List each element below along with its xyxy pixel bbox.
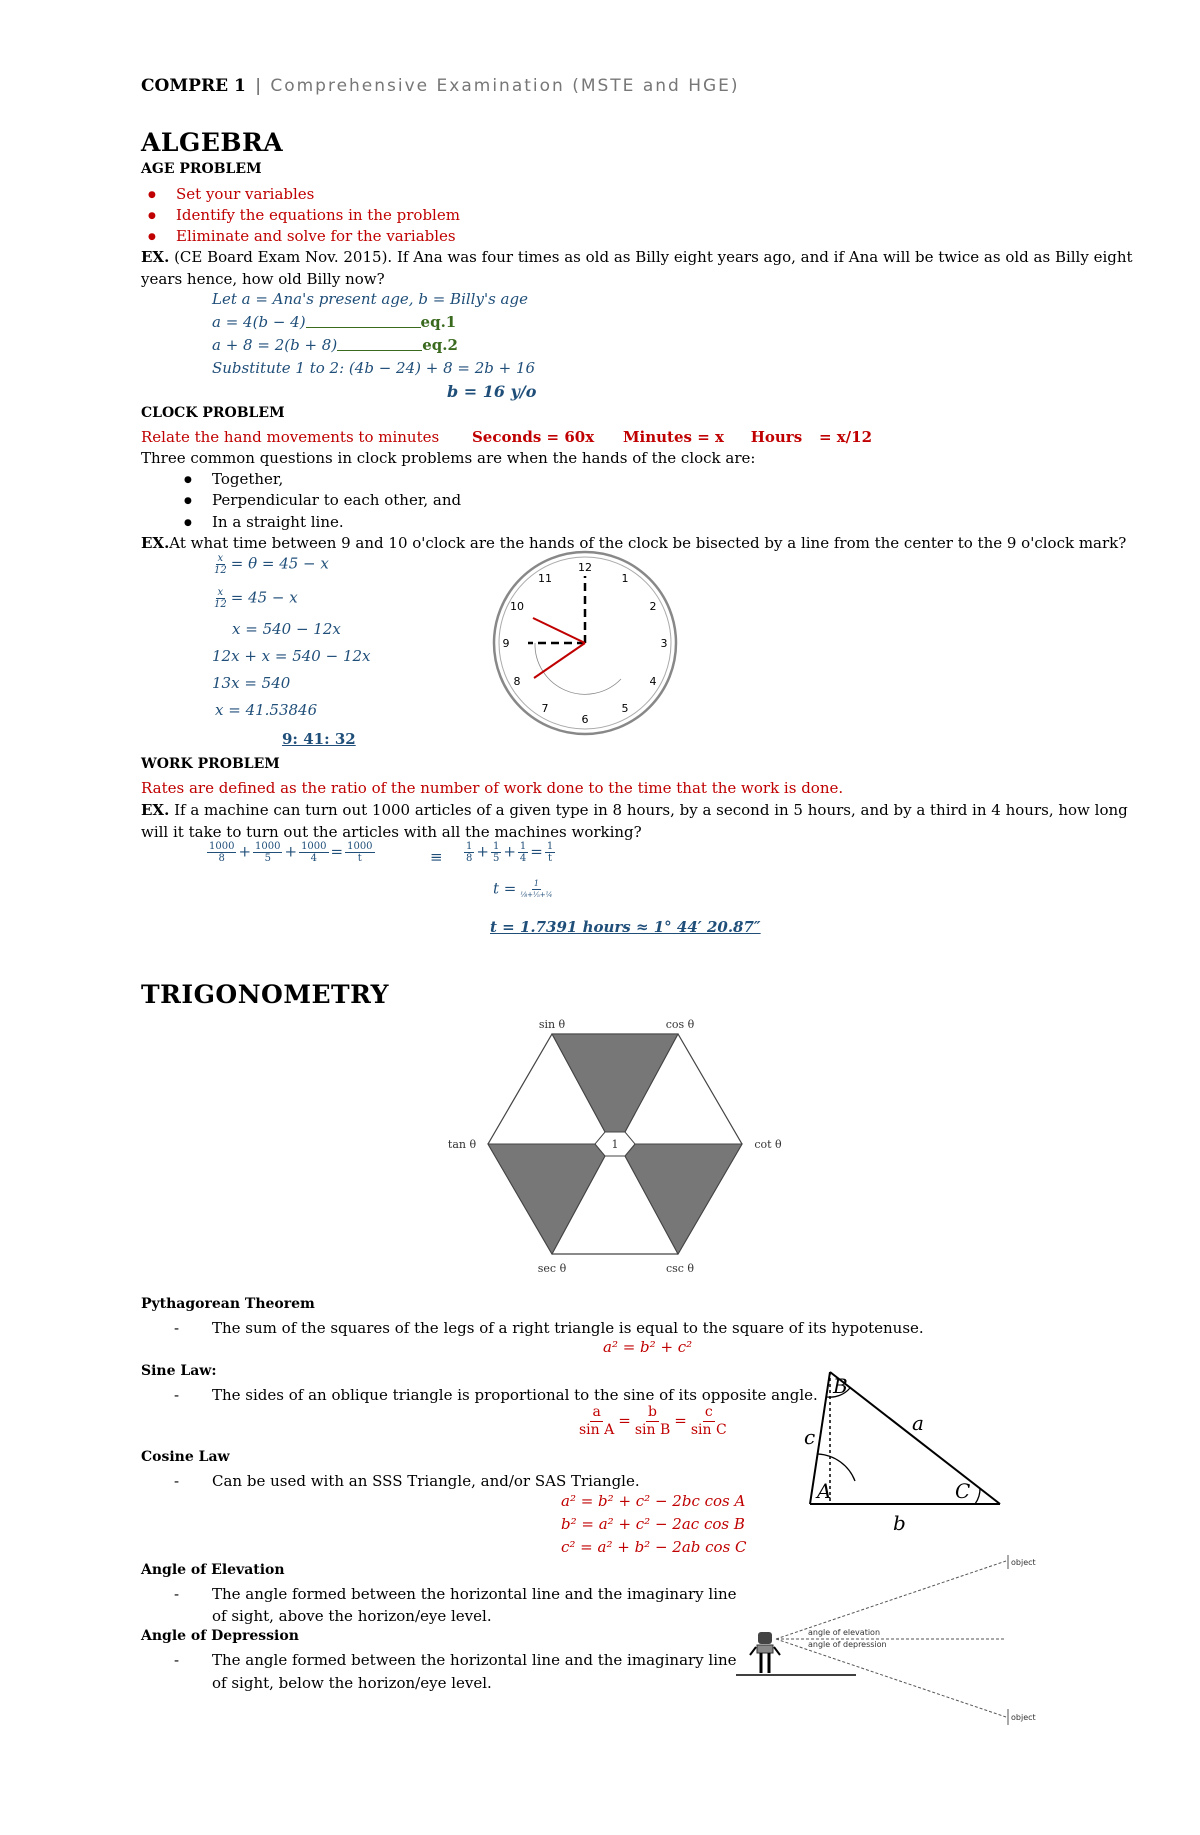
sine-fc-d: sin C [690, 1422, 727, 1438]
work-rfrac-d1: 8 [466, 853, 473, 864]
clock-num-1: 1 [621, 572, 629, 585]
triangle-vertex-A: A [817, 1479, 832, 1503]
work-frac-n3: 1000 [301, 841, 327, 852]
clock-step-2-rhs: = 45 − x [230, 588, 298, 607]
work-rfrac-d4: t [548, 853, 553, 864]
pythagorean-heading: Pythagorean Theorem [141, 1296, 315, 1312]
clock-minutes: Minutes = x [622, 428, 724, 446]
depression-line2: of sight, below the horizon/eye level. [212, 1674, 492, 1692]
work-rfrac-n2: 1 [492, 841, 500, 852]
hex-cot-label: cot θ [754, 1138, 782, 1151]
oblique-triangle-diagram [800, 1364, 1015, 1534]
hex-sec-label: sec θ [537, 1262, 567, 1275]
clock-rule-line [141, 426, 872, 448]
age-eq1 [212, 313, 456, 331]
clock-ex-label: EX. [141, 534, 170, 552]
work-answer: t = 1.7391 hours ≈ 1° 44′ 20.87″ [490, 918, 761, 936]
clock-num-11: 11 [538, 572, 552, 585]
clock-step-3: x = 540 − 12x [232, 620, 341, 638]
clock-problem-heading: CLOCK PROBLEM [141, 405, 285, 421]
triangle-vertex-C: C [955, 1479, 971, 1503]
work-rfrac-d3: 4 [519, 853, 527, 864]
age-bullet-1: ● Set your variables [176, 183, 314, 205]
age-eq2-expr: a + 8 = 2(b + 8) [212, 336, 338, 354]
sine-law-formula: $\frac{a}{\text{sin A}}$ = $\frac{b}{\text{sin B}}$ = $\frac{c}{\text{sin C}}$ [579, 1404, 727, 1438]
elevation-heading: Angle of Elevation [141, 1562, 285, 1578]
work-frac-d1: 8 [218, 853, 225, 864]
sine-fb-d: sin B [634, 1422, 671, 1438]
age-eq1-label: eq.1 [420, 313, 457, 331]
clock-hour-hand [533, 618, 585, 643]
clock-frac-den-1: 12 [214, 565, 227, 576]
work-ex-label: EX. [141, 801, 170, 819]
work-frac-n2: 1000 [255, 841, 281, 852]
cosine-law-text: - Can be used with an SSS Triangle, and/or SAS Triangle. [212, 1470, 640, 1492]
page-header [141, 75, 740, 97]
clock-step-6: x = 41.53846 [215, 701, 318, 719]
work-frac-n1: 1000 [209, 841, 235, 852]
work-t-eq-label: t = [493, 879, 517, 898]
age-example [141, 246, 1133, 268]
age-ex-line2: years hence, how old Billy now? [141, 270, 385, 288]
depression-line1: - The angle formed between the horizontal line and the imaginary line [212, 1649, 737, 1671]
age-substitution: Substitute 1 to 2: (4b − 24) + 8 = 2b + 16 [212, 359, 536, 377]
pythagorean-text: - The sum of the squares of the legs of a right triangle is equal to the square of its hypotenuse. [212, 1317, 924, 1339]
clock-bullet-2: ● Perpendicular to each other, and [212, 489, 461, 511]
clock-num-2: 2 [649, 600, 657, 613]
work-rfrac-n1: 1 [466, 841, 473, 852]
clock-num-7: 7 [541, 702, 549, 715]
sine-fc-n: c [704, 1404, 713, 1420]
header-course: COMPRE 1 [141, 76, 246, 96]
work-rule: Rates are defined as the ratio of the number of work done to the time that the work is done. [141, 779, 844, 797]
sight-object-bottom: object [1011, 1713, 1036, 1722]
work-t-equation: t = $\frac{1}{\text{⅛+⅕+¼}}$ [493, 879, 553, 899]
age-problem-heading: AGE PROBLEM [141, 161, 262, 177]
clock-num-6: 6 [581, 713, 589, 726]
clock-bullet-3: ● In a straight line. [212, 511, 344, 533]
age-eq2 [212, 336, 458, 354]
clock-num-10: 10 [510, 600, 524, 613]
work-frac-d3: 4 [310, 853, 317, 864]
observer-figure [750, 1632, 780, 1673]
work-equiv: ≡ [430, 848, 443, 866]
age-let-statement: Let a = Ana's present age, b = Billy's age [212, 290, 528, 308]
work-example [141, 799, 1128, 821]
work-t-num: 1 [533, 879, 539, 888]
clock-frac-num-2: x [217, 587, 224, 598]
clock-step-1 [210, 553, 329, 576]
sight-object-top: object [1011, 1558, 1036, 1567]
work-frac-n4: 1000 [347, 841, 373, 852]
age-answer: b = 16 y/o [447, 382, 537, 401]
clock-num-8: 8 [513, 675, 521, 688]
clock-step-2 [210, 587, 298, 610]
triangle-side-c: c [804, 1425, 816, 1449]
age-ex-line1: (CE Board Exam Nov. 2015). If Ana was four times as old as Billy eight years ago, and if Ana will be twice as old as Billy eight [174, 248, 1133, 266]
clock-frac-num-1: x [217, 553, 224, 564]
hex-cos-label: cos θ [665, 1018, 695, 1031]
triangle-side-a: a [912, 1411, 924, 1435]
depression-heading: Angle of Depression [141, 1628, 299, 1644]
clock-answer: 9: 41: 32 [282, 730, 356, 748]
clock-frac-den-2: 12 [214, 599, 227, 610]
age-ex-label: EX. [141, 248, 170, 266]
work-frac-d4: t [357, 853, 362, 864]
hex-tan-label: tan θ [447, 1138, 477, 1151]
work-frac-d2: 5 [264, 853, 271, 864]
clock-hours-value: = x/12 [818, 428, 873, 446]
hex-csc-label: csc θ [665, 1262, 695, 1275]
clock-num-9: 9 [502, 637, 510, 650]
sine-law-text: - The sides of an oblique triangle is proportional to the sine of its opposite angle. [212, 1384, 818, 1406]
sight-depression-label: angle of depression [808, 1640, 887, 1649]
sine-law-heading: Sine Law: [141, 1363, 217, 1379]
triangle-vertex-B: B [833, 1374, 848, 1398]
age-bullet-2: ● Identify the equations in the problem [176, 204, 460, 226]
header-separator: | [255, 76, 261, 96]
cosine-formula-1: a² = b² + c² − 2bc cos A [561, 1492, 746, 1510]
elevation-line1: - The angle formed between the horizontal line and the imaginary line [212, 1583, 737, 1605]
age-bullet-3: ● Eliminate and solve for the variables [176, 225, 456, 247]
clock-step-5: 13x = 540 [212, 674, 291, 692]
sine-fb-n: b [648, 1404, 658, 1420]
clock-diagram [490, 548, 680, 738]
trig-hexagon-diagram [430, 1014, 800, 1282]
work-rfrac-n3: 1 [519, 841, 527, 852]
work-ex-line2: will it take to turn out the articles with all the machines working? [141, 823, 642, 841]
elevation-line2: of sight, above the horizon/eye level. [212, 1607, 492, 1625]
clock-num-4: 4 [649, 675, 657, 688]
clock-seconds: Seconds = 60x [471, 428, 595, 446]
sine-fa-d: sin A [579, 1422, 615, 1438]
pythagorean-formula: a² = b² + c² [603, 1338, 693, 1356]
work-rfrac-n4: 1 [546, 841, 554, 852]
hex-center-label: 1 [611, 1138, 619, 1151]
work-rfrac-d2: 5 [492, 853, 500, 864]
cosine-law-heading: Cosine Law [141, 1449, 230, 1465]
clock-bullet-1: ● Together, [212, 468, 283, 490]
work-equation-right: $\frac{1}{8}$ + $\frac{1}{5}$ + $\frac{1}{4}$ = $\frac{1}{t}$ [466, 841, 554, 864]
clock-step-1-rhs: = θ = 45 − x [230, 554, 329, 573]
clock-ex-text: At what time between 9 and 10 o'clock are the hands of the clock be bisected by a line from the center to the 9 o'clock mark? [169, 534, 1127, 552]
algebra-title: ALGEBRA [141, 128, 284, 157]
line-of-sight-diagram [736, 1555, 1056, 1731]
clock-hours-label: Hours [750, 428, 803, 446]
work-problem-heading: WORK PROBLEM [141, 756, 280, 772]
clock-minute-hand [534, 643, 585, 678]
triangle-side-b: b [893, 1511, 906, 1534]
sine-fa-n: a [592, 1404, 601, 1420]
trigonometry-title: TRIGONOMETRY [141, 980, 390, 1009]
sight-elevation-label: angle of elevation [808, 1628, 881, 1637]
cosine-formula-3: c² = a² + b² − 2ab cos C [561, 1538, 747, 1556]
age-eq1-expr: a = 4(b − 4) [212, 313, 306, 331]
clock-num-12: 12 [578, 561, 592, 574]
hex-sin-label: sin θ [538, 1018, 566, 1031]
work-ex-line1: If a machine can turn out 1000 articles of a given type in 8 hours, by a second in 5 hours, and by a third in 4 hours, how long [174, 801, 1128, 819]
clock-rule: Relate the hand movements to minutes [141, 428, 440, 446]
header-title: Comprehensive Examination (MSTE and HGE) [270, 76, 740, 96]
cosine-formula-2: b² = a² + c² − 2ac cos B [561, 1515, 745, 1533]
clock-intro: Three common questions in clock problems are when the hands of the clock are: [141, 449, 756, 467]
age-eq2-label: eq.2 [422, 336, 458, 354]
clock-num-3: 3 [660, 637, 668, 650]
clock-num-5: 5 [621, 702, 629, 715]
clock-step-4: 12x + x = 540 − 12x [212, 647, 371, 665]
work-equation-left: $\frac{1000}{8}$ + $\frac{1000}{5}$ + $\frac{1000}{4}$ = $\frac{1000}{t}$ [209, 841, 373, 864]
